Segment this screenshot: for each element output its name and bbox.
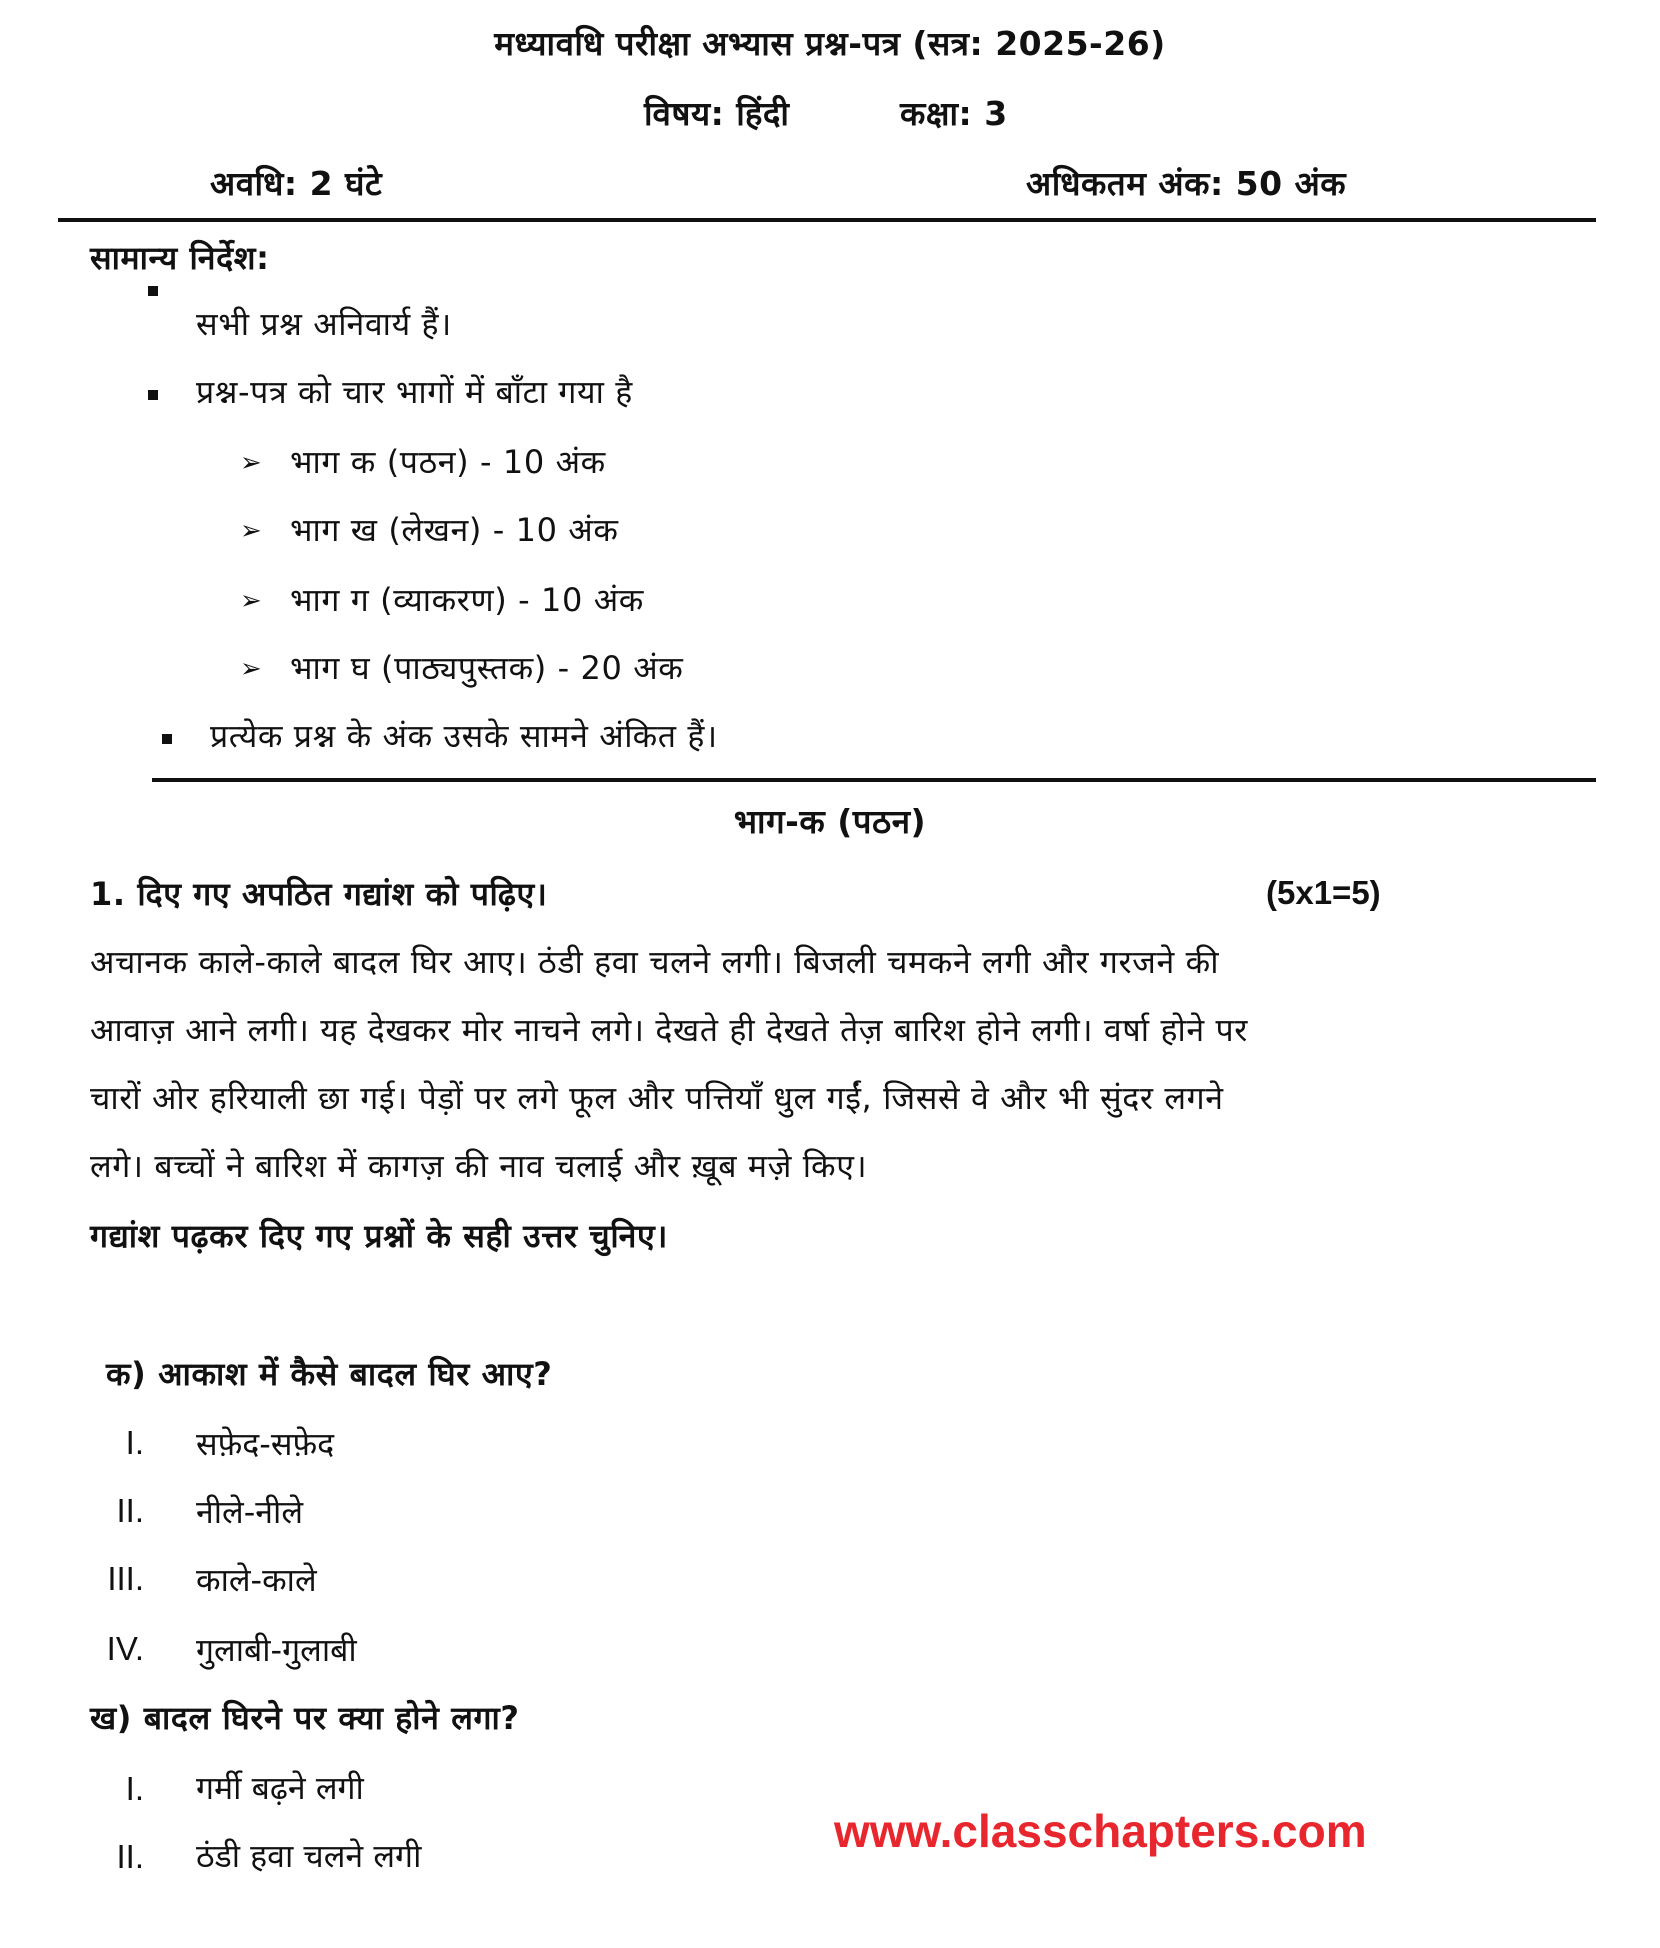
section-title: भाग-क (पठन) <box>733 802 927 841</box>
arrow-right-icon: ➢ <box>240 654 262 684</box>
instructions-heading: सामान्य निर्देश: <box>90 239 270 277</box>
option-numeral: II. <box>116 1838 144 1875</box>
option-text: ठंडी हवा चलने लगी <box>196 1837 422 1875</box>
max-marks-label: अधिकतम अंक: 50 अंक <box>1026 164 1347 203</box>
bullet-icon <box>162 734 172 744</box>
page-title: मध्यावधि परीक्षा अभ्यास प्रश्न-पत्र (सत्र: 2025-26) <box>494 24 1166 63</box>
instruction-item: प्रत्येक प्रश्न के अंक उसके सामने अंकित हैं। <box>210 717 718 755</box>
option-text: गुलाबी-गुलाबी <box>196 1631 357 1669</box>
passage-line: लगे। बच्चों ने बारिश में कागज़ की नाव चलाई और ख़ूब मज़े किए। <box>90 1147 868 1185</box>
option-numeral: IV. <box>106 1630 144 1667</box>
bullet-icon <box>148 390 158 400</box>
instruction-item: सभी प्रश्न अनिवार्य हैं। <box>196 305 452 343</box>
question-label: 1. दिए गए अपठित गद्यांश को पढ़िए। <box>90 875 548 913</box>
option-text: काले-काले <box>196 1561 317 1599</box>
arrow-right-icon: ➢ <box>240 448 262 478</box>
header-divider <box>58 218 1596 222</box>
subject-label: विषय: हिंदी <box>644 94 790 133</box>
part-item: भाग ग (व्याकरण) - 10 अंक <box>290 581 644 619</box>
part-item: भाग ख (लेखन) - 10 अंक <box>290 511 619 549</box>
section-divider <box>152 778 1596 782</box>
passage-line: अचानक काले-काले बादल घिर आए। ठंडी हवा चलने लगी। बिजली चमकने लगी और गरजने की <box>90 943 1220 981</box>
option-text: नीले-नीले <box>196 1493 304 1531</box>
passage-line: आवाज़ आने लगी। यह देखकर मोर नाचने लगे। देखते ही देखते तेज़ बारिश होने लगी। वर्षा होने पर <box>90 1011 1248 1049</box>
option-numeral: II. <box>116 1492 144 1529</box>
class-label: कक्षा: 3 <box>900 94 1008 133</box>
passage-line: चारों ओर हरियाली छा गई। पेड़ों पर लगे फूल और पत्तियाँ धुल गईं, जिससे वे और भी सुंदर लगने <box>90 1079 1224 1117</box>
question-text: ख) बादल घिरने पर क्या होने लगा? <box>90 1699 520 1737</box>
part-item: भाग घ (पाठ्यपुस्तक) - 20 अंक <box>290 649 684 687</box>
arrow-right-icon: ➢ <box>240 516 262 546</box>
option-numeral: III. <box>107 1560 144 1597</box>
option-numeral: I. <box>125 1424 144 1461</box>
question-instruction: गद्यांश पढ़कर दिए गए प्रश्नों के सही उत्तर चुनिए। <box>90 1217 669 1255</box>
watermark-url: www.classchapters.com <box>834 1805 1367 1857</box>
arrow-right-icon: ➢ <box>240 586 262 616</box>
marks-label: (5x1=5) <box>1266 874 1381 911</box>
option-text: सफ़ेद-सफ़ेद <box>196 1425 335 1463</box>
bullet-icon <box>148 286 158 296</box>
question-text: क) आकाश में कैसे बादल घिर आए? <box>106 1355 553 1393</box>
option-text: गर्मी बढ़ने लगी <box>196 1769 364 1807</box>
duration-label: अवधि: 2 घंटे <box>210 164 383 203</box>
part-item: भाग क (पठन) - 10 अंक <box>290 443 606 481</box>
option-numeral: I. <box>125 1770 144 1807</box>
instruction-item: प्रश्न-पत्र को चार भागों में बाँटा गया है <box>196 373 633 411</box>
